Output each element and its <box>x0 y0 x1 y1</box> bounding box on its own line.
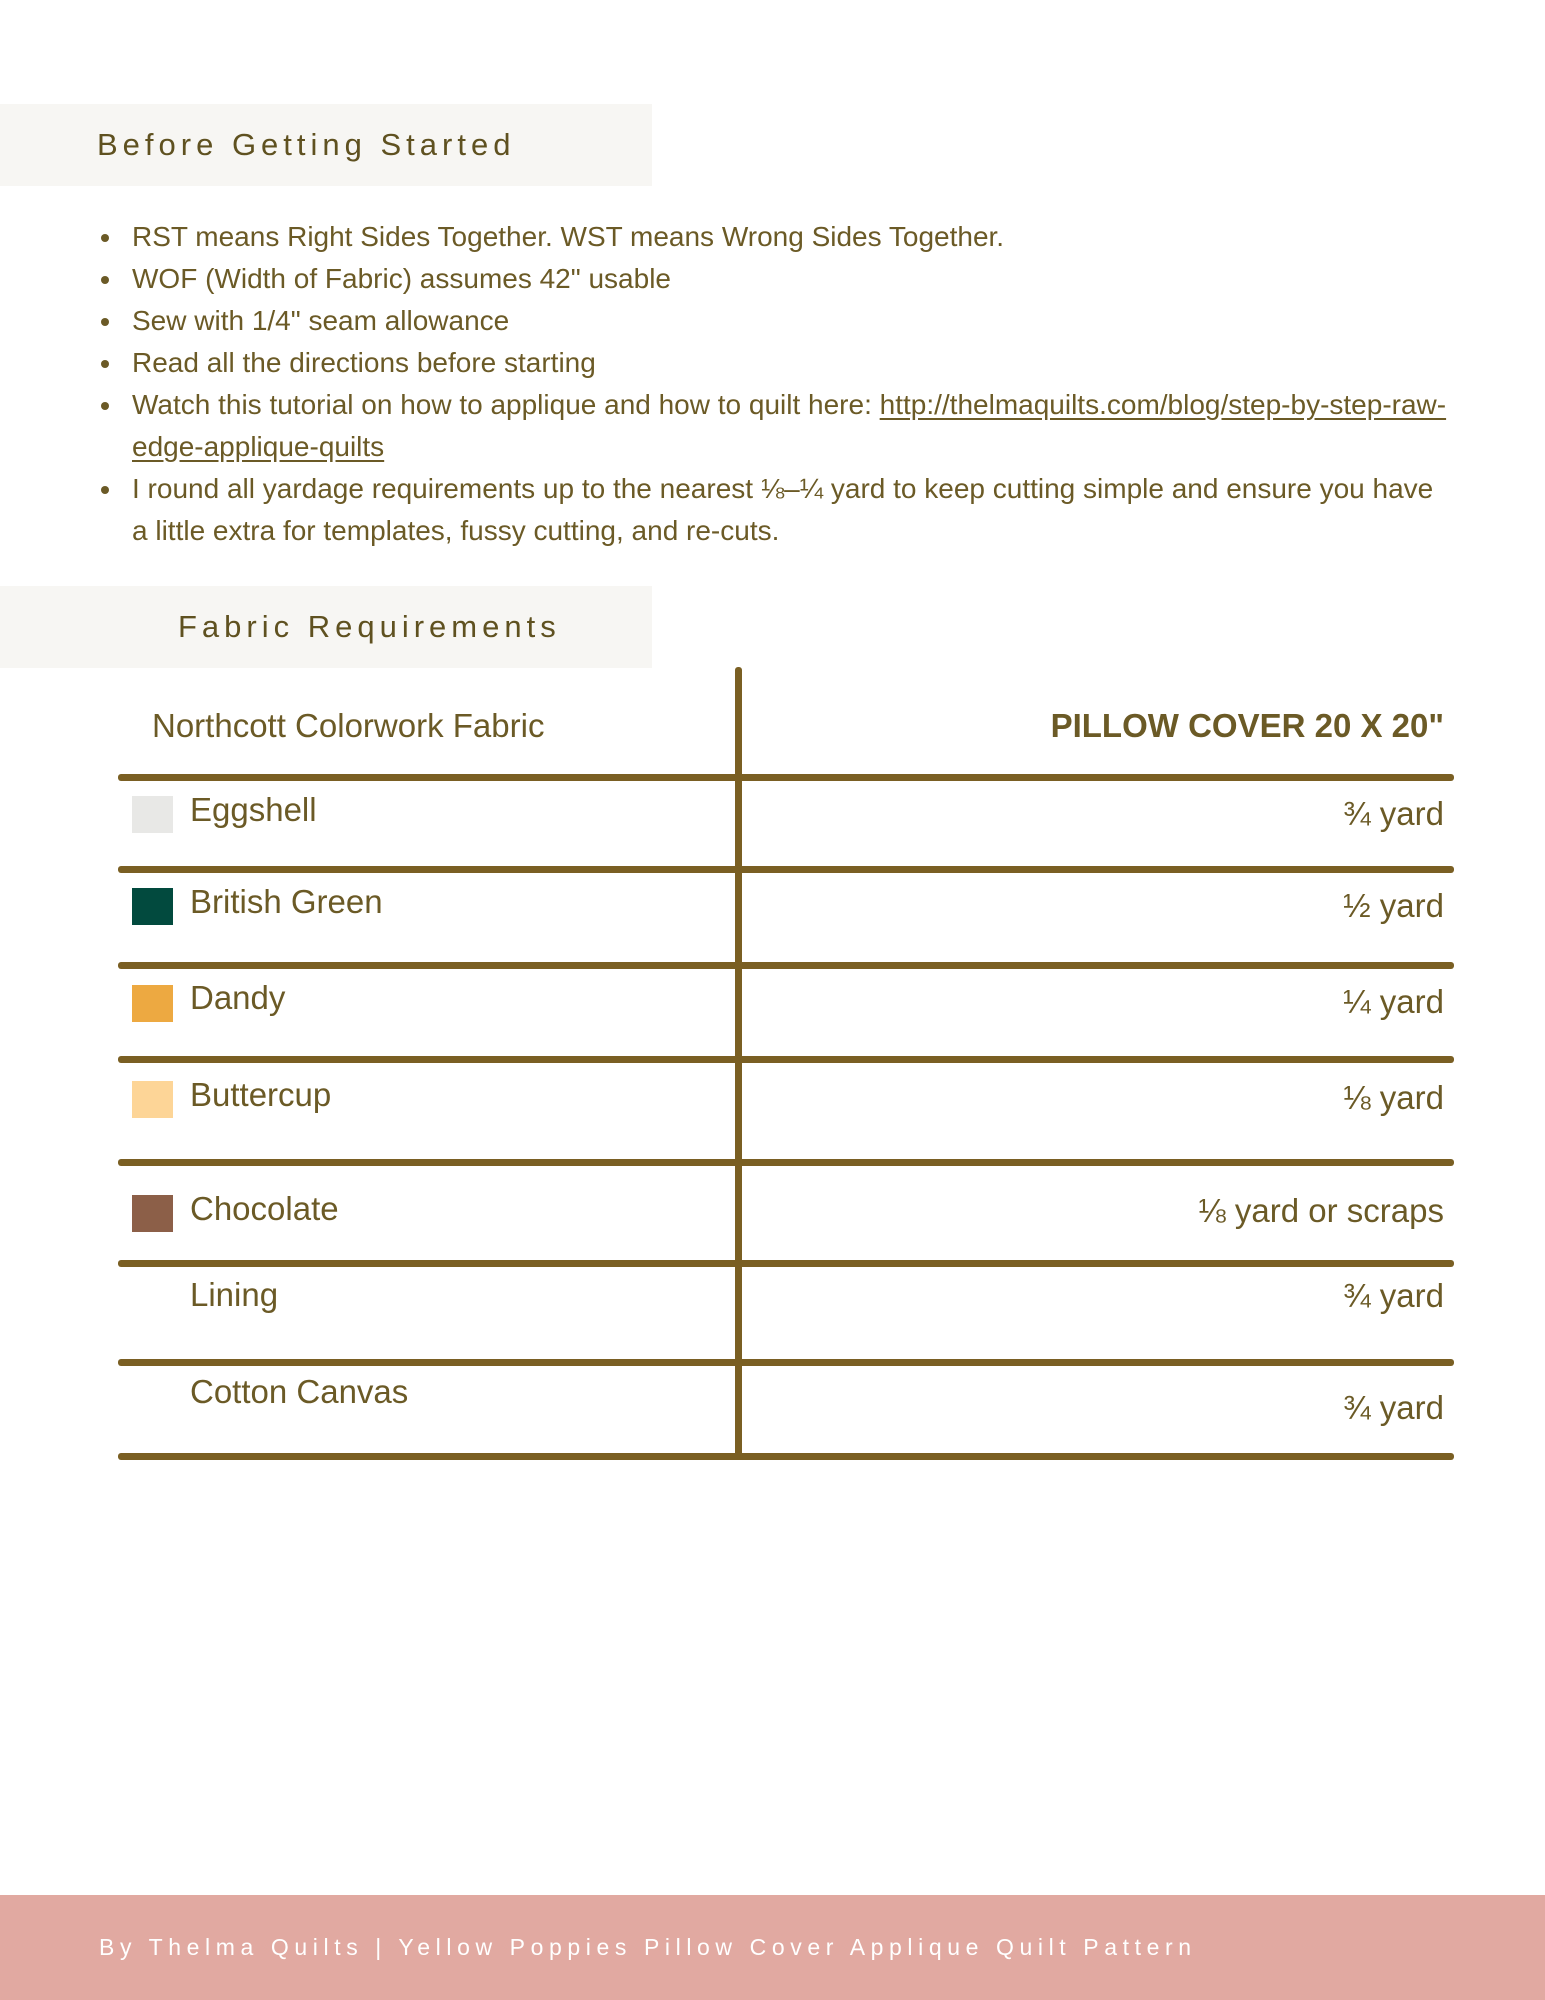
row-divider <box>118 1056 1454 1063</box>
row-divider <box>118 1159 1454 1166</box>
fabric-name: Dandy <box>190 979 286 1016</box>
list-item: WOF (Width of Fabric) assumes 42" usable <box>96 258 1456 300</box>
swatch-buttercup <box>132 1081 173 1118</box>
fabric-amount: ¼ yard <box>1343 983 1444 1020</box>
fabric-name: Eggshell <box>190 791 317 828</box>
row-divider <box>118 1359 1454 1366</box>
fabric-name: British Green <box>190 883 383 920</box>
tutorial-text: Watch this tutorial on how to applique and how to quilt here: <box>132 389 880 420</box>
fabric-name: Cotton Canvas <box>190 1373 409 1410</box>
page-footer <box>0 1895 1545 2000</box>
table-header-project: PILLOW COVER 20 X 20" <box>1050 707 1444 744</box>
tutorial-link[interactable]: http://thelmaquilts.com/blog/step-by-step-raw-edge-applique-quilts <box>132 389 1447 462</box>
swatch-dandy <box>132 985 173 1022</box>
row-divider <box>118 774 1454 781</box>
section-title-fabric: Fabric Requirements <box>178 609 561 644</box>
row-divider <box>118 962 1454 969</box>
fabric-amount: ½ yard <box>1343 887 1444 924</box>
row-divider <box>118 1260 1454 1267</box>
footer-text: By Thelma Quilts | Yellow Poppies Pillow Cover Applique Quilt Pattern <box>99 1934 1197 1960</box>
swatch-chocolate <box>132 1195 173 1232</box>
column-divider <box>735 667 742 1460</box>
fabric-amount: ¾ yard <box>1343 1277 1444 1314</box>
list-item: RST means Right Sides Together. WST means Wrong Sides Together. <box>96 216 1456 258</box>
fabric-requirements-table <box>118 667 1454 1463</box>
swatch-eggshell <box>132 796 173 833</box>
row-divider <box>118 866 1454 873</box>
list-item: Sew with 1/4" seam allowance <box>96 300 1456 342</box>
table-header-fabric: Northcott Colorwork Fabric <box>152 707 545 744</box>
notes-list <box>96 216 1456 552</box>
list-item: Read all the directions before starting <box>96 342 1456 384</box>
fabric-amount: ⅛ yard or scraps <box>1198 1192 1444 1229</box>
fabric-name: Chocolate <box>190 1190 339 1227</box>
swatch-british-green <box>132 888 173 925</box>
fabric-name: Buttercup <box>190 1076 332 1113</box>
section-header-fabric <box>0 586 652 668</box>
fabric-name: Lining <box>190 1276 279 1313</box>
row-divider <box>118 1453 1454 1460</box>
section-title-before: Before Getting Started <box>97 127 516 162</box>
fabric-amount: ¾ yard <box>1343 1389 1444 1426</box>
list-item-tutorial <box>96 384 1456 468</box>
fabric-amount: ⅛ yard <box>1343 1079 1444 1116</box>
fabric-amount: ¾ yard <box>1343 795 1444 832</box>
section-header-before <box>0 104 652 186</box>
list-item: I round all yardage requirements up to the nearest ⅛–¼ yard to keep cutting simple and ensure you have a little extra for templates, fussy cutting, and re-cuts. <box>96 468 1456 552</box>
